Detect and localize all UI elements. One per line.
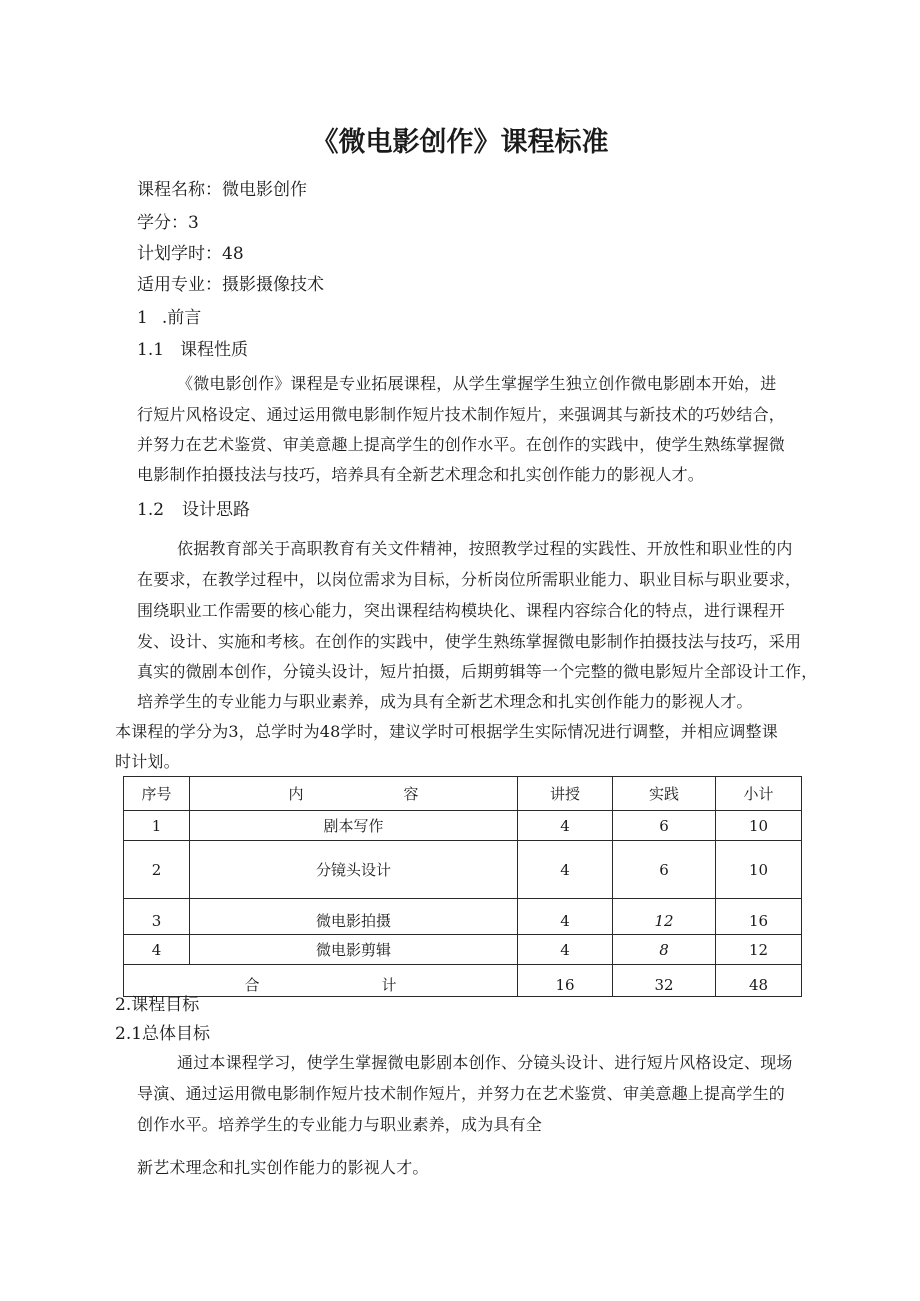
table-header-row — [124, 777, 802, 811]
table-row — [124, 841, 802, 899]
paragraph-line: 在要求，在教学过程中，以岗位需求为目标，分析岗位所需职业能力、职业目标与职业要求， — [137, 570, 802, 589]
major-line — [137, 274, 324, 296]
paragraph-line: 时计划。 — [115, 752, 180, 771]
paragraph-line: 围绕职业工作需要的核心能力，突出课程结构模块化、课程内容综合化的特点，进行课程开 — [137, 601, 786, 620]
paragraph-line: 导演、通过运用微电影制作短片技术制作短片，并努力在艺术鉴赏、审美意趣上提高学生的 — [137, 1084, 786, 1103]
header-practice: 实践 — [613, 777, 716, 811]
paragraph-line: 《微电影创作》课程是专业拓展课程，从学生掌握学生独立创作微电影剧本开始，进 — [177, 374, 777, 393]
cell-content: 微电影剪辑 — [190, 935, 518, 965]
section-title: 课程性质 — [180, 340, 249, 360]
table-total-row — [124, 965, 802, 997]
total-label: 合 计 — [124, 965, 518, 997]
section-title: .前言 — [161, 308, 202, 328]
cell-content: 剧本写作 — [190, 811, 518, 841]
cell-lecture: 4 — [518, 811, 613, 841]
section-title: 设计思路 — [182, 500, 251, 520]
section-1-1-heading — [137, 339, 248, 361]
paragraph-line: 新艺术理念和扎实创作能力的影视人才。 — [137, 1158, 429, 1177]
section-number: 1.2 — [137, 500, 165, 520]
page-title: 《微电影创作》课程标准 — [311, 127, 609, 158]
major-value: 摄影摄像技术 — [222, 275, 324, 295]
cell-subtotal: 16 — [716, 899, 802, 935]
credit-value: 3 — [188, 213, 199, 233]
paragraph-line: 发、设计、实施和考核。在创作的实践中，使学生熟练掌握微电影制作拍摄技法与技巧，采用 — [137, 632, 802, 651]
total-practice: 32 — [613, 965, 716, 997]
cell-practice: 6 — [613, 811, 716, 841]
cell-lecture: 4 — [518, 899, 613, 935]
section-1-2-heading — [137, 499, 250, 521]
cell-practice: 12 — [613, 899, 716, 935]
paragraph-line: 行短片风格设定、通过运用微电影制作短片技术制作短片，来强调其与新技术的巧妙结合， — [137, 405, 786, 424]
credit-line — [137, 212, 199, 234]
total-lecture: 16 — [518, 965, 613, 997]
table-row — [124, 935, 802, 965]
paragraph-line: 依据教育部关于高职教育有关文件精神，按照教学过程的实践性、开放性和职业性的内 — [177, 539, 793, 558]
cell-subtotal: 10 — [716, 811, 802, 841]
header-lecture: 讲授 — [518, 777, 613, 811]
cell-content: 微电影拍摄 — [190, 899, 518, 935]
course-name-label: 课程名称： — [137, 180, 222, 200]
cell-practice: 8 — [613, 935, 716, 965]
cell-no: 3 — [124, 899, 190, 935]
table-row — [124, 899, 802, 935]
section-2-heading: 2.课程目标 — [115, 995, 200, 1015]
hours-line — [137, 243, 244, 265]
paragraph-line: 并努力在艺术鉴赏、审美意趣上提高学生的创作水平。在创作的实践中，使学生熟练掌握微 — [137, 435, 786, 454]
paragraph-line: 创作水平。培养学生的专业能力与职业素养，成为具有全 — [137, 1115, 543, 1134]
course-name-line — [137, 179, 307, 201]
paragraph-line: 培养学生的专业能力与职业素养，成为具有全新艺术理念和扎实创作能力的影视人才。 — [137, 692, 753, 711]
cell-subtotal: 10 — [716, 841, 802, 899]
cell-content: 分镜头设计 — [190, 841, 518, 899]
section-2-1-heading: 2.1总体目标 — [115, 1024, 211, 1044]
schedule-table — [123, 776, 802, 997]
cell-lecture: 4 — [518, 935, 613, 965]
cell-no: 4 — [124, 935, 190, 965]
cell-subtotal: 12 — [716, 935, 802, 965]
section-number: 1 — [137, 308, 148, 328]
header-no: 序号 — [124, 777, 190, 811]
header-content: 内 容 — [190, 777, 518, 811]
cell-lecture: 4 — [518, 841, 613, 899]
table-row — [124, 811, 802, 841]
total-subtotal: 48 — [716, 965, 802, 997]
section-1-heading — [137, 307, 201, 329]
hours-label: 计划学时： — [137, 244, 222, 264]
major-label: 适用专业： — [137, 275, 222, 295]
cell-no: 2 — [124, 841, 190, 899]
section-number: 1.1 — [137, 340, 165, 360]
credit-label: 学分： — [137, 213, 188, 233]
paragraph-line: 真实的微剧本创作，分镜头设计，短片拍摄，后期剪辑等一个完整的微电影短片全部设计工作， — [137, 662, 818, 681]
cell-no: 1 — [124, 811, 190, 841]
header-subtotal: 小计 — [716, 777, 802, 811]
paragraph-line: 本课程的学分为3，总学时为48学时，建议学时可根据学生实际情况进行调整，并相应调整课 — [115, 722, 778, 741]
course-name-value: 微电影创作 — [222, 180, 307, 200]
cell-practice: 6 — [613, 841, 716, 899]
hours-value: 48 — [222, 244, 244, 264]
paragraph-line: 通过本课程学习，使学生掌握微电影剧本创作、分镜头设计、进行短片风格设定、现场 — [177, 1053, 793, 1072]
paragraph-line: 电影制作拍摄技法与技巧，培养具有全新艺术理念和扎实创作能力的影视人才。 — [137, 465, 705, 484]
